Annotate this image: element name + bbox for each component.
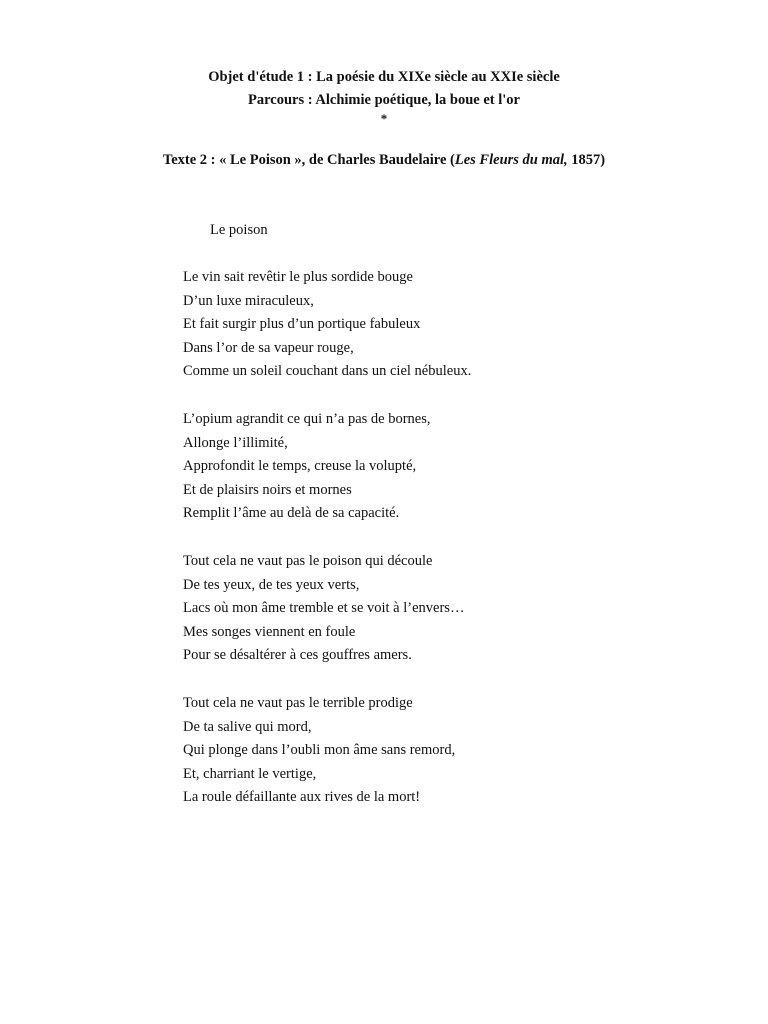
- verse-line: Lacs où mon âme tremble et se voit à l’envers…: [183, 600, 465, 617]
- stanza-2: [183, 408, 431, 526]
- verse-line: Tout cela ne vaut pas le poison qui découle: [183, 553, 433, 569]
- verse-line: La roule défaillante aux rives de la mort!: [183, 789, 421, 806]
- verse-line: Et, charriant le vertige,: [183, 765, 317, 782]
- text-subtitle: [0, 150, 768, 170]
- parcours-heading: Parcours : Alchimie poétique, la boue et l'or: [248, 92, 520, 108]
- verse-line: Mes songes viennent en foule: [183, 623, 356, 640]
- study-object-heading: Objet d'étude 1 : La poésie du XIXe siècle au XXIe siècle: [208, 69, 560, 85]
- verse-line: Allonge l’illimité,: [183, 434, 288, 451]
- verse-line: Qui plonge dans l’oubli mon âme sans remord,: [183, 742, 456, 759]
- document-header: [0, 66, 768, 126]
- verse-line: Le vin sait revêtir le plus sordide bouge: [183, 269, 413, 285]
- verse-line: De tes yeux, de tes yeux verts,: [183, 576, 360, 593]
- subtitle-prefix: Texte 2 : « Le Poison », de Charles Baudelaire (: [162, 152, 455, 168]
- verse-line: Comme un soleil couchant dans un ciel nébuleux.: [183, 363, 472, 380]
- header-separator: *: [380, 111, 388, 126]
- work-title: Les Fleurs du mal,: [454, 152, 568, 168]
- verse-line: D’un luxe miraculeux,: [183, 292, 314, 309]
- subtitle-suffix: 1857): [567, 152, 606, 168]
- verse-line: Dans l’or de sa vapeur rouge,: [183, 339, 354, 356]
- verse-line: Approfondit le temps, creuse la volupté,: [183, 458, 417, 475]
- verse-line: Tout cela ne vaut pas le terrible prodige: [183, 695, 413, 711]
- verse-line: Et de plaisirs noirs et mornes: [183, 481, 352, 498]
- verse-line: Et fait surgir plus d’un portique fabuleux: [183, 316, 421, 333]
- verse-line: L’opium agrandit ce qui n’a pas de bornes,: [183, 411, 431, 427]
- stanza-3: [183, 550, 464, 668]
- poem-title: Le poison: [210, 222, 268, 238]
- verse-line: Pour se désaltérer à ces gouffres amers.: [183, 647, 412, 664]
- stanza-4: [183, 692, 455, 810]
- stanza-1: [183, 266, 471, 384]
- verse-line: De ta salive qui mord,: [183, 718, 312, 735]
- verse-line: Remplit l’âme au delà de sa capacité.: [183, 505, 400, 522]
